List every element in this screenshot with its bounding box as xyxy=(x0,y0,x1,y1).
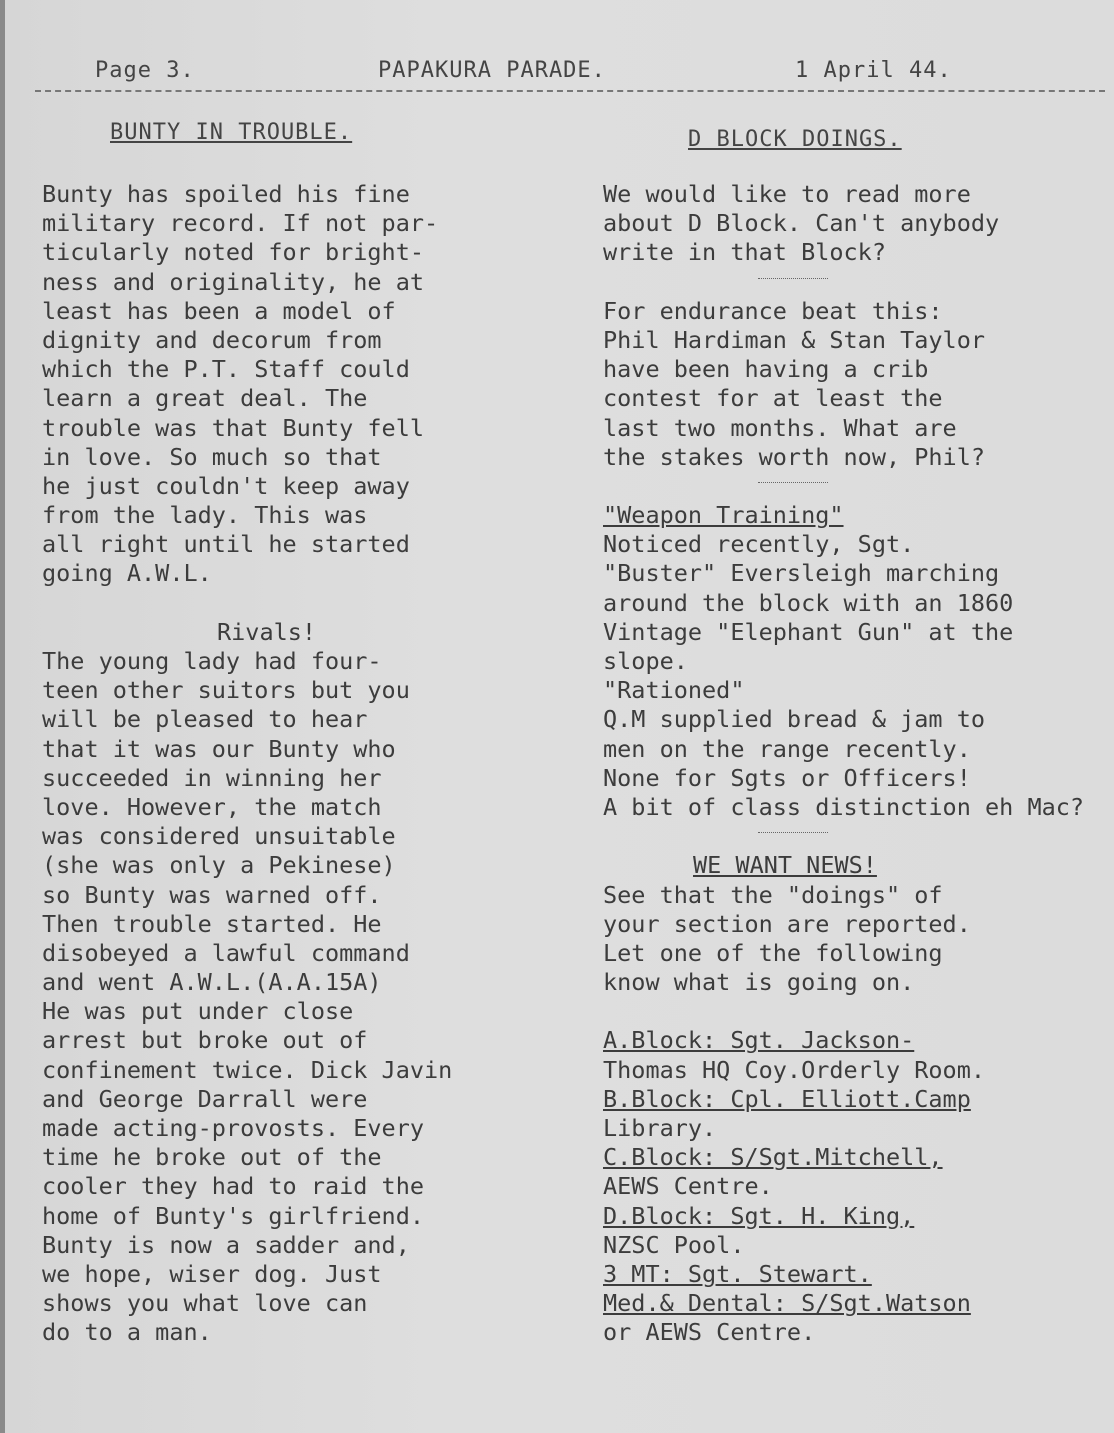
text-line: slope. xyxy=(603,647,688,675)
text-line: last two months. What are xyxy=(603,413,957,442)
article-title-bunty: BUNTY IN TROUBLE. xyxy=(110,120,353,145)
spacer xyxy=(42,589,532,618)
subheading-weapon-training: "Weapon Training" xyxy=(603,501,844,530)
text-line: from the lady. This was xyxy=(42,501,368,530)
text-line: your section are reported. xyxy=(603,909,971,938)
text-line: contest for at least the xyxy=(603,384,943,413)
left-column xyxy=(42,180,532,1348)
text-line: was considered unsuitable xyxy=(42,822,396,851)
issue-date: 1 April 44. xyxy=(795,58,952,83)
section-divider xyxy=(603,268,1093,297)
contact-line: B.Block: Cpl. Elliott.Camp xyxy=(603,1084,971,1113)
text-line: cooler they had to raid the xyxy=(42,1172,425,1201)
contact-line: A.Block: Sgt. Jackson- xyxy=(603,1026,915,1055)
contact-line: 3 MT: Sgt. Stewart. xyxy=(603,1259,872,1288)
contact-line: NZSC Pool. xyxy=(603,1230,745,1259)
section-divider xyxy=(603,472,1093,501)
text-line: The young lady had four- xyxy=(42,647,382,675)
text-line: the stakes worth now, Phil? xyxy=(603,442,986,471)
article-title-d-block: D BLOCK DOINGS. xyxy=(688,127,902,152)
contact-line: Thomas HQ Coy.Orderly Room. xyxy=(603,1055,986,1084)
text-line: disobeyed a lawful command xyxy=(42,938,410,967)
text-line: shows you what love can xyxy=(42,1289,368,1318)
text-line: Noticed recently, Sgt. xyxy=(603,530,915,559)
text-line: Then trouble started. He xyxy=(42,909,382,938)
text-line: have been having a crib xyxy=(603,355,929,384)
text-line: least has been a model of xyxy=(42,296,396,325)
text-line: home of Bunty's girlfriend. xyxy=(42,1201,425,1230)
text-line: Let one of the following xyxy=(603,938,943,967)
contact-line: C.Block: S/Sgt.Mitchell, xyxy=(603,1143,943,1172)
text-line: learn a great deal. The xyxy=(42,384,368,413)
section-divider xyxy=(603,822,1093,851)
text-line: Bunty has spoiled his fine xyxy=(42,180,410,208)
text-line: None for Sgts or Officers! xyxy=(603,763,971,792)
text-line: which the P.T. Staff could xyxy=(42,355,410,384)
text-line: confinement twice. Dick Javin xyxy=(42,1055,453,1084)
text-line: succeeded in winning her xyxy=(42,763,382,792)
text-line: write in that Block? xyxy=(603,238,886,267)
text-line: so Bunty was warned off. xyxy=(42,880,382,909)
text-line: military record. If not par- xyxy=(42,209,439,238)
contact-line: AEWS Centre. xyxy=(603,1172,773,1201)
text-line: will be pleased to hear xyxy=(42,705,368,734)
text-line: we hope, wiser dog. Just xyxy=(42,1259,382,1288)
text-line: going A.W.L. xyxy=(42,559,212,588)
text-line: and went A.W.L.(A.A.15A) xyxy=(42,968,382,997)
text-line: do to a man. xyxy=(42,1318,212,1347)
page-number: Page 3. xyxy=(95,58,195,83)
text-line: trouble was that Bunty fell xyxy=(42,413,425,442)
text-line: love. However, the match xyxy=(42,792,382,821)
contact-line: or AEWS Centre. xyxy=(603,1318,816,1347)
header-rule xyxy=(35,90,1105,92)
contact-line: Med.& Dental: S/Sgt.Watson xyxy=(603,1289,971,1318)
text-line: He was put under close xyxy=(42,997,354,1026)
subheading-rationed: "Rationed" xyxy=(603,676,745,705)
subheading-we-want-news: WE WANT NEWS! xyxy=(693,851,877,880)
text-line: around the block with an 1860 xyxy=(603,588,1014,617)
text-line: all right until he started xyxy=(42,530,410,559)
subheading-rivals: Rivals! xyxy=(217,617,317,646)
text-line: men on the range recently. xyxy=(603,734,971,763)
right-column xyxy=(603,180,1093,1348)
publication-title: PAPAKURA PARADE. xyxy=(378,58,606,83)
text-line: dignity and decorum from xyxy=(42,325,382,354)
text-line: We would like to read more xyxy=(603,180,971,208)
text-line: in love. So much so that xyxy=(42,442,382,471)
text-line: time he broke out of the xyxy=(42,1143,382,1172)
text-line: he just couldn't keep away xyxy=(42,471,410,500)
text-line: made acting-provosts. Every xyxy=(42,1114,425,1142)
text-line: Q.M supplied bread & jam to xyxy=(603,705,986,734)
spacer xyxy=(603,997,1093,1026)
text-line: and George Darrall were xyxy=(42,1084,368,1113)
text-line: ness and originality, he at xyxy=(42,267,425,296)
text-line: ticularly noted for bright- xyxy=(42,238,425,267)
text-line: See that the "doings" of xyxy=(603,880,943,909)
text-line: about D Block. Can't anybody xyxy=(603,209,1000,238)
text-line: For endurance beat this: xyxy=(603,296,943,325)
text-line: teen other suitors but you xyxy=(42,676,410,705)
page-header xyxy=(0,58,1114,98)
contact-line: D.Block: Sgt. H. King, xyxy=(603,1201,915,1230)
text-line: Bunty is now a sadder and, xyxy=(42,1230,410,1259)
contact-line: Library. xyxy=(603,1114,717,1142)
text-line: know what is going on. xyxy=(603,968,915,997)
text-line: A bit of class distinction eh Mac? xyxy=(603,792,1085,821)
text-line: Vintage "Elephant Gun" at the xyxy=(603,617,1014,646)
text-line: (she was only a Pekinese) xyxy=(42,851,396,880)
text-line: that it was our Bunty who xyxy=(42,734,396,763)
text-line: arrest but broke out of xyxy=(42,1026,368,1055)
text-line: Phil Hardiman & Stan Taylor xyxy=(603,325,986,354)
page-edge-shadow xyxy=(0,0,5,1433)
text-line: "Buster" Eversleigh marching xyxy=(603,559,1000,588)
